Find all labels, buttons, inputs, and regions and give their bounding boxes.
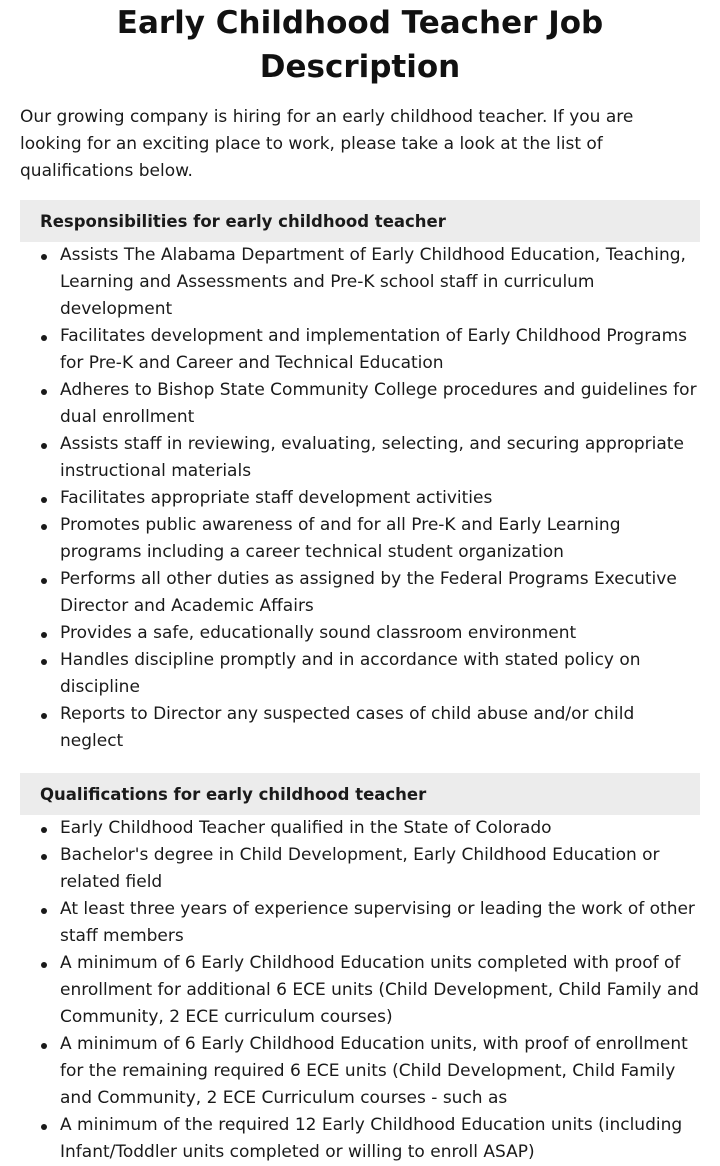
list-item: Bachelor's degree in Child Development, Early Childhood Education or related field: [20, 842, 700, 896]
list-item: Facilitates appropriate staff development activities: [20, 485, 700, 512]
list-item: Facilitates development and implementation of Early Childhood Programs for Pre-K and Career and Technical Education: [20, 323, 700, 377]
responsibilities-heading: Responsibilities for early childhood teacher: [20, 200, 700, 242]
intro-paragraph: Our growing company is hiring for an early childhood teacher. If you are looking for an exciting place to work, please take a look at the list of qualifications below.: [20, 107, 634, 181]
list-item: Handles discipline promptly and in accordance with stated policy on discipline: [20, 647, 700, 701]
list-item: Assists staff in reviewing, evaluating, selecting, and securing appropriate instructional materials: [20, 431, 700, 485]
list-item: Provides a safe, educationally sound classroom environment: [20, 620, 700, 647]
list-item: At least three years of experience supervising or leading the work of other staff members: [20, 896, 700, 950]
list-item: Adheres to Bishop State Community College procedures and guidelines for dual enrollment: [20, 377, 700, 431]
list-item: A minimum of 6 Early Childhood Education units, with proof of enrollment for the remaining required 6 ECE units (Child Development, Child Family and Community, 2 ECE Curriculum courses - such as: [20, 1031, 700, 1112]
list-item: Early Childhood Teacher qualified in the State of Colorado: [20, 815, 700, 842]
list-item: Reports to Director any suspected cases of child abuse and/or child neglect: [20, 701, 700, 755]
page-title: Early Childhood Teacher Job Description: [116, 5, 604, 85]
qualifications-heading: Qualifications for early childhood teacher: [20, 773, 700, 815]
list-item: Performs all other duties as assigned by the Federal Programs Executive Director and Academic Affairs: [20, 566, 700, 620]
qualifications-list: [20, 815, 700, 1166]
list-item: Promotes public awareness of and for all Pre-K and Early Learning programs including a career technical student organization: [20, 512, 700, 566]
responsibilities-list: [20, 242, 700, 755]
list-item: A minimum of 6 Early Childhood Education units completed with proof of enrollment for additional 6 ECE units (Child Development, Child Family and Community, 2 ECE curriculum courses): [20, 950, 700, 1031]
list-item: Assists The Alabama Department of Early Childhood Education, Teaching, Learning and Assessments and Pre-K school staff in curriculum development: [20, 242, 700, 323]
list-item: A minimum of the required 12 Early Childhood Education units (including Infant/Toddler units completed or willing to enroll ASAP): [20, 1112, 700, 1166]
